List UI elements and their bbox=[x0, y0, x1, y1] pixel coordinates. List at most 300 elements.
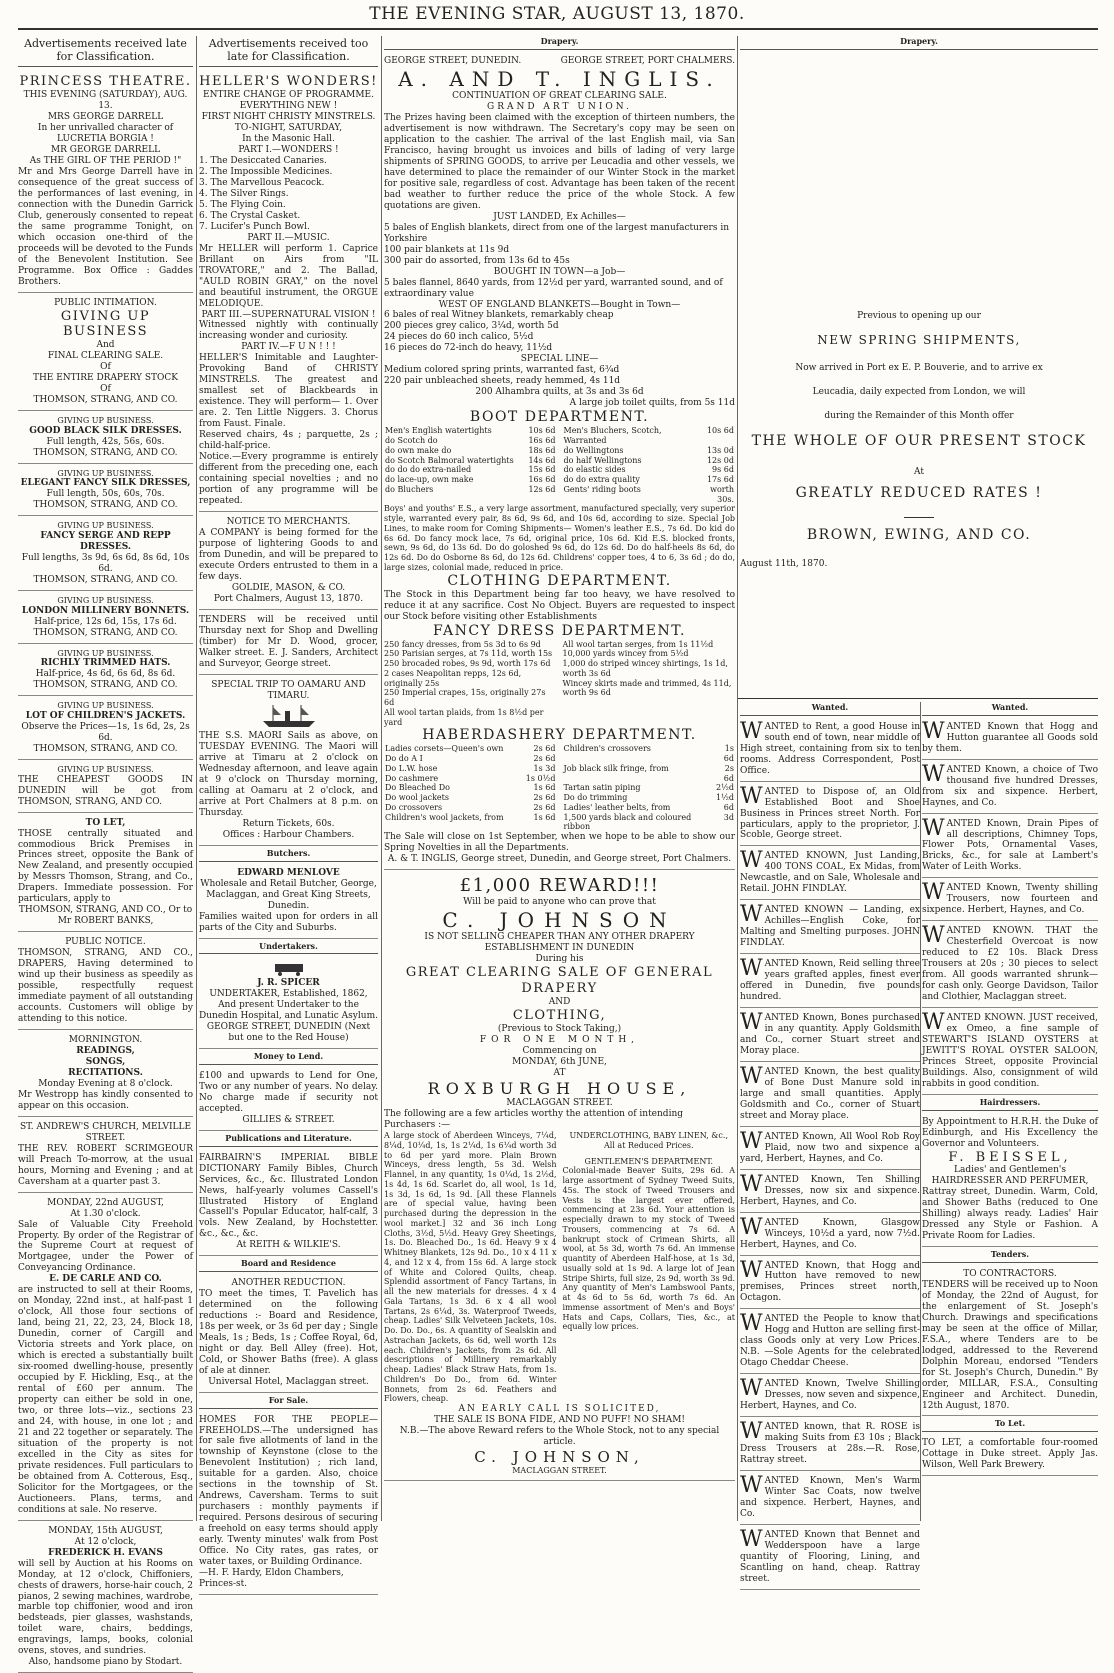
ad-heading: GIVING UP BUSINESS. bbox=[57, 648, 154, 658]
johnson-right-list: Colonial-made Beaver Suits, 29s 6d. A large assortment of Sydney Tweed Suits, 45s. The stock of Tweed Trousers and Vests is the largest ever offered, commencing at 23s 6d. Your attention is especially drawn to my stock of Tweed Trousers, commencing at 7s 6d. A bankrupt stock of Crimean Shirts, all wool, at 5s 3d, worth 7s 6d. An immense quantity of Aberdeen Half-hose, at 1s 3d, usually sold at 1s 9d. A large lot of Jean Stripe Shirts, full size, 2s 9d, worth 3s 9d. Any quantity of Men's Lambswool Pants, at 4s 6d to 5s 6d, worth 7s 6d. An immense assortment of Men's and Boys' Hats and Caps, Collars, Ties, &c., at equally low prices. bbox=[562, 1166, 735, 1332]
price-row bbox=[384, 754, 557, 764]
section-header: Advertisements received late for Classification. bbox=[18, 36, 193, 67]
price-item: Job black silk fringe, from bbox=[563, 763, 669, 773]
street-right: GEORGE STREET, PORT CHALMERS. bbox=[560, 55, 735, 66]
category-header: Butchers. bbox=[199, 848, 378, 862]
price-row bbox=[563, 465, 736, 475]
silk-dresses-ad bbox=[18, 413, 193, 464]
ad-body: TENDERS will be received until Thursday next for Shop and Dwelling (timber) for Mr D. Wood, grocer, Walker street. E. J. Sanders, Architect and Surveyor, George street. bbox=[199, 614, 378, 669]
wanted-ad bbox=[922, 762, 1098, 814]
programme-part: PART III.—SUPERNATURAL VISION ! bbox=[201, 309, 376, 320]
publications-ad bbox=[199, 1150, 378, 1257]
wanted-ad bbox=[740, 1258, 920, 1310]
price-item: Children's crossovers bbox=[563, 744, 651, 754]
ad-body: TO meet the times, T. Pavelich has determined on the following reductions :- Board and Residence, 18s per week, or 3s 6d per day ; Single Meals, 1s ; Beds, 1s ; Coffee Royal, 6d, night or day. Bell Alley (free). Hot, Cold, or Shower Baths (free). A glass of ale at dinner. bbox=[199, 1289, 378, 1376]
ad-line: READINGS, bbox=[76, 1045, 135, 1056]
drop-cap: W bbox=[740, 1419, 763, 1445]
column-1 bbox=[18, 36, 193, 1668]
ad-fare: Return Tickets, 60s. bbox=[242, 819, 335, 830]
ad-line: AN EARLY CALL IS SOLICITED, bbox=[458, 1404, 661, 1415]
wanted-text: ANTED Known, Men's Warm Winter Sac Coats, now twelve and sixpence. Herbert, Haynes, and Co. bbox=[740, 1476, 920, 1519]
price-row bbox=[563, 475, 736, 485]
ad-signature: At REITH & WILKIE'S. bbox=[236, 1240, 341, 1251]
ad-line: RECITATIONS. bbox=[68, 1067, 143, 1078]
ad-title: HELLER'S WONDERS! bbox=[199, 74, 378, 90]
list-item: 1,000 do striped wincey shirtings, 1s 1d, worth 3s 6d bbox=[562, 659, 728, 678]
ad-line: The following are a few articles worthy the attention of intending Purchasers :— bbox=[384, 1109, 683, 1131]
hearse-icon bbox=[269, 962, 309, 976]
wanted-ad bbox=[740, 719, 920, 782]
ad-title: NEW SPRING SHIPMENTS, bbox=[817, 332, 1021, 347]
column-2 bbox=[199, 36, 378, 1590]
public-notice-ad bbox=[18, 934, 193, 1030]
wanted-text: ANTED the People to know that Hogg and Hutton are selling first-class Goods only at very Low Prices. N.B. —Sole Agents for the celebrated Otago Cheddar Cheese. bbox=[740, 1314, 920, 1369]
ad-body: HOMES FOR THE PEOPLE—FREEHOLDS.—The undersigned has for sale five allotments of land in the township of Keynstone (close to the Benevolent Institution) ; rich land, suitable for a garden. Also, choice sections in the township of St. Andrews, Caversham. Terms to suit purchasers : monthly payments if required. Persons desirous of securing a freehold on easy terms should apply early. Twenty minutes' walk from Post Office. No City rates, gas rates, or water taxes, or Building Ordinance. bbox=[199, 1414, 378, 1568]
price-item: Do do trimming bbox=[563, 793, 628, 803]
price-item: do Scotch Balmoral watertights bbox=[385, 455, 514, 465]
boot-right-table bbox=[563, 426, 736, 504]
price-item: do do extra quality bbox=[563, 475, 640, 485]
list-item: Medium colored spring prints, warranted fast, 6¾d bbox=[384, 365, 620, 376]
ad-line: during the Remainder of this Month offer bbox=[824, 410, 1014, 421]
ad-line: IS NOT SELLING CHEAPER THAN ANY OTHER DRAPERY ESTABLISHMENT IN DUNEDIN bbox=[424, 932, 695, 954]
price-item: do Scotch do bbox=[385, 436, 438, 446]
theatre-ad bbox=[18, 71, 193, 292]
price-row bbox=[384, 475, 557, 485]
for-sale-ad bbox=[199, 1412, 378, 1596]
church-ad bbox=[18, 1119, 193, 1193]
ad-title: ROXBURGH HOUSE, bbox=[427, 1078, 692, 1098]
wanted-text: ANTED known, that R. ROSE is making Suits from £3 10s ; Black Dress Trousers at 28s.—R. Rose, Rattray street. bbox=[740, 1422, 920, 1466]
list-heading: WEST OF ENGLAND BLANKETS—Bought in Town— bbox=[438, 299, 681, 310]
ad-line: Commencing on bbox=[522, 1045, 597, 1056]
johnson-left-list: A large stock of Aberdeen Winceys, 7¼d, 8¼d, 10¼d, 1s, 1s 2¼d, 1s 6¼d worth 3d to 6d per yard more. Plain Brown Winceys, dress length, 5s 3d. Welsh Flannel, in any quantity, 1s 0¼d, 1s 2½d, 1s 4d, 1s 6d. Scarlet do, all wool, 1s 1d, 1s 3d, 1s 6d, 1s 9d. [All these Flannels are of special value, having been purchased during the depression in the wool market.] 32 and 36 inch Long Cloths, 3½d, 5½d. Heavy Grey Sheetings, 1s. Do. Bleached Do., 1s 6d. Heavy 9 x 4 Whitney Blankets, 12s 9d. Do., 10 x 4 11 x 4, and 12 x 4, from 15s 6d. A large stock of White and Colored Quilts, cheap. Splendid assortment of Fancy Tartans, in all the new materials for dresses. 4 x 4 Gala Tartans, 1s 3d. 6 x 4 all wool Tartans, 2s 6¼d, 3s. Waterproof Tweeds, cheap. Ladies' Silk Velveteen Jackets, 10s. Do. Do. Do., 6s. A quantity of Sealskin and Astrachan Jackets, 6s 6d, well worth 12s each. Children's Jackets, from 2s 6d. All descriptions of Millinery remarkably cheap. Ladies' Black Straw Hats, from 1s. Children's Do Do., from 6d. Winter Bonnets, from 2s 6d. Feathers and Flowers, cheap. bbox=[384, 1131, 557, 1404]
ad-detail: Observe the Prices—1s, 1s 6d, 2s, 2s 6d. bbox=[21, 722, 190, 743]
price-row bbox=[563, 426, 736, 446]
theatre-line: As THE GIRL OF THE PERIOD !" bbox=[29, 155, 182, 166]
drop-cap: W bbox=[740, 1526, 763, 1552]
category-header: Board and Residence bbox=[199, 1258, 378, 1272]
price-row bbox=[384, 446, 557, 456]
reward-title: £1,000 REWARD!!! bbox=[459, 875, 660, 897]
theatre-body: Mr and Mrs George Darrell have in consequence of the great success of the performances of last evening, in connection with the Dunedin Garrick Club, generously consented to repeat the same programme Tonight, on which occasion one-third of the proceeds will be devoted to the Funds of the Benevolent Institution. See Programme. Box Office : Gaddes Brothers. bbox=[18, 166, 193, 287]
drop-cap: W bbox=[740, 1311, 763, 1337]
drop-cap: W bbox=[922, 923, 945, 949]
list-item: 250 Parisian serges, at 7s 11d, worth 15s bbox=[384, 649, 553, 659]
ad-title: GREATLY REDUCED RATES ! bbox=[795, 484, 1043, 501]
ad-note: Families waited upon for orders in all parts of the City and Suburbs. bbox=[199, 911, 378, 933]
ad-time: At 1.30 o'clock. bbox=[70, 1208, 141, 1219]
wanted-ad bbox=[740, 1473, 920, 1525]
price-item: do Wellingtons bbox=[563, 445, 624, 455]
drop-cap: W bbox=[922, 880, 945, 906]
ad-title: GIVING UP BUSINESS bbox=[60, 308, 151, 340]
category-header: Wanted. bbox=[740, 702, 920, 716]
theatre-line: MRS GEORGE DARRELL bbox=[47, 112, 164, 123]
ad-rule bbox=[740, 517, 1098, 518]
price-value: 16s 6d bbox=[528, 475, 556, 485]
ad-title: FANCY SERGE AND REPP DRESSES. bbox=[40, 531, 171, 553]
column-divider bbox=[737, 36, 738, 1521]
auctioneer-name: E. DE CARLE AND CO. bbox=[49, 1274, 162, 1285]
list-item: Wincey skirts made and trimmed, 4s 11d, worth 9s 6d bbox=[562, 678, 732, 698]
ad-line: THE ENTIRE DRAPERY STOCK bbox=[32, 373, 179, 384]
wanted-list bbox=[740, 719, 920, 1590]
price-row bbox=[384, 774, 557, 784]
ad-heading: GIVING UP BUSINESS. bbox=[57, 416, 154, 426]
price-value: 6d bbox=[723, 802, 734, 812]
money-ad bbox=[199, 1068, 378, 1131]
ad-title: GREAT CLEARING SALE OF GENERAL DRAPERY bbox=[405, 965, 714, 997]
price-row bbox=[563, 803, 736, 813]
price-row bbox=[563, 456, 736, 466]
ad-line: FOR ONE MONTH, bbox=[479, 1034, 640, 1045]
ad-body: THE REV. ROBERT SCRIMGEOUR will Preach To-morrow, at the usual hours, Morning and Evening ; and at Caversham at a quarter past 3. bbox=[18, 1143, 193, 1187]
ad-line: TO-NIGHT, SATURDAY, bbox=[234, 123, 343, 134]
ad-line: At bbox=[914, 466, 924, 477]
johnson-ad bbox=[384, 872, 735, 1481]
list-heading: GENTLEMEN'S DEPARTMENT. bbox=[584, 1156, 714, 1166]
jackets-ad bbox=[18, 698, 193, 760]
price-item: do lace-up, own make bbox=[385, 475, 474, 485]
column-divider bbox=[920, 702, 921, 1521]
ad-heading: GIVING UP BUSINESS. bbox=[57, 468, 154, 478]
price-item: Men's Bluchers, Scotch, Warranted bbox=[563, 426, 662, 446]
ad-heading: GIVING UP BUSINESS. bbox=[57, 595, 154, 605]
firm-name: BROWN, EWING, AND CO. bbox=[806, 526, 1032, 543]
list-item: 2 cases Neapolitan repps, 12s 6d, originally 25s bbox=[384, 668, 522, 688]
ad-body: Wholesale and Retail Butcher, George, Maclaggan, and Great King Streets, Dunedin. bbox=[200, 878, 377, 911]
programme-prices: Reserved chairs, 4s ; parquette, 2s ; child-half-price. bbox=[199, 430, 378, 452]
ad-body: TENDERS will be received up to Noon of Monday, the 22nd of August, for the enlargement of St. Joseph's Church. Drawings and specifications may be seen at the office of Millar, F.S.A., where Tenders are to be lodged, addressed to the Reverend Dolphin Moreau, endorsed "Tenders for St. Joseph's Church, Dunedin." By order, MILLAR, F.S.A., Consulting Engineer and Architect. Dunedin, 12th August, 1870. bbox=[922, 1279, 1098, 1411]
programme-part: PART II.—MUSIC. bbox=[247, 232, 330, 243]
list-item: 24 pieces do 60 inch calico, 5½d bbox=[384, 332, 534, 343]
list-item: 5 bales flannel, 8640 yards, from 12½d per yard, warranted sound, and of extraordinary value bbox=[384, 277, 723, 299]
drop-cap: W bbox=[740, 1257, 763, 1283]
price-row bbox=[563, 744, 736, 764]
undertaker-ad bbox=[199, 957, 378, 1049]
list-item: 300 pair do assorted, from 13s 6d to 45s bbox=[384, 255, 570, 266]
drop-cap: W bbox=[740, 1010, 763, 1036]
column-4-drapery bbox=[740, 36, 1098, 698]
ad-body: Sale of Valuable City Freehold Property. By order of the Registrar of the Supreme Court at request of Mortgagee, under the Power of Conveyancing Ordinance. bbox=[18, 1219, 193, 1274]
price-value: 10s 6d bbox=[528, 426, 556, 436]
wanted-text: ANTED Known, Ten Shilling Dresses, now six and sixpence. Herbert, Haynes, and Co. bbox=[740, 1174, 920, 1207]
wanted-column-left bbox=[740, 702, 920, 1584]
firm-name: THOMSON, STRANG, AND CO. bbox=[33, 575, 178, 586]
price-row bbox=[384, 485, 557, 495]
price-item: do do do extra-nailed bbox=[385, 465, 472, 475]
price-row bbox=[563, 446, 736, 456]
wanted-ad bbox=[740, 1311, 920, 1374]
ad-line: AND bbox=[548, 997, 571, 1008]
price-value: 14s 6d bbox=[528, 455, 556, 465]
ad-body: TO LET, a comfortable four-roomed Cottage in Duke street. Apply Jas. Wilson, Well Park Brewery. bbox=[922, 1438, 1098, 1471]
boot-table bbox=[384, 426, 735, 504]
ad-line: FINAL CLEARING SALE. bbox=[47, 351, 164, 362]
category-header: To Let. bbox=[922, 1418, 1098, 1432]
to-let-ad bbox=[18, 815, 193, 933]
ad-title: SPECIAL TRIP TO OAMARU AND TIMARU. bbox=[211, 679, 366, 701]
list-item: 250 Imperial crapes, 15s, originally 27s 6d bbox=[384, 688, 546, 708]
ad-body: FAIRBAIRN'S IMPERIAL BIBLE DICTIONARY Family Bibles, Church Services, &c., &c. Illustrated London News, half-yearly volumes Cassell's Illustrated History of England Cassell's Popular Educator, half-calf, 3 vols. New Zealand, by Hochstetter. &c., &c., &c. bbox=[199, 1152, 378, 1240]
programme-item: 5. The Flying Coin. bbox=[199, 199, 286, 210]
ad-line: MACLAGGAN STREET. bbox=[506, 1098, 613, 1109]
ad-date: MONDAY, 15th AUGUST, bbox=[48, 1525, 163, 1536]
wanted-text: ANTED Known, All Wool Rob Roy Plaid, now two and sixpence a yard, Herbert, Haynes, and Co. bbox=[740, 1131, 920, 1164]
ad-line: (Previous to Stock Taking,) bbox=[497, 1023, 622, 1034]
wanted-ad bbox=[740, 1527, 920, 1590]
boot-note: Boys' and youths' E.S., a very large assortment, manufactured specially, very superior style, warranted every pair, 8s 6d, 9s 6d, and 10s 6d, according to size. Special Job Lines, to make room for Coming Shipments— Women's leather E.S., 7s 6d. Do kid do 6s 6d. Do fancy mock lace, 7s 6d, original price, 10s 6d. Kid E.S. blocked fronts, sewn, 9s 6d, do 13s 6d. Do do goloshed 9s 6d, do 12s 6d. Do do half-heels 8s 6d, do 12s 6d. Do do Osborne 8s 6d, do 12s 6d. Childrens' copper toes, 4 to 6, 3s 6d ; do do, large sizes, colonial made, reduced in price. bbox=[384, 504, 735, 572]
ad-body: UNDERTAKER, Established, 1862, And present Undertaker to the Dunedin Hospital, and Lunatic Asylum. GEORGE STREET, DUNEDIN (Next but one to the Red House) bbox=[199, 989, 378, 1044]
price-value: 2s 6d bbox=[533, 802, 556, 812]
ad-time: At 12 o'clock, bbox=[74, 1536, 137, 1547]
ad-detail: Monday Evening at 8 o'clock. bbox=[38, 1078, 173, 1089]
drop-cap: W bbox=[740, 1473, 763, 1498]
ad-title: CLOTHING, bbox=[512, 1007, 607, 1023]
department-body: The Stock in this Department being far too heavy, we have resolved to reduce it at any sacrifice. Cost No Object. Buyers are requested to inspect our Stock before visiting other Establishments bbox=[384, 589, 735, 622]
category-header: Hairdressers. bbox=[922, 1097, 1098, 1111]
price-value: worth 30s. bbox=[710, 484, 734, 504]
list-item: 100 pair blankets at 11s 9d bbox=[384, 244, 510, 255]
ad-title: GOOD BLACK SILK DRESSES. bbox=[29, 425, 182, 436]
price-row bbox=[384, 783, 557, 793]
ad-title: ANOTHER REDUCTION. bbox=[231, 1278, 346, 1289]
fancy-table bbox=[384, 640, 735, 728]
theatre-line: In her unrivalled character of bbox=[37, 123, 174, 134]
wanted-ad bbox=[740, 784, 920, 847]
hairdresser-ad bbox=[922, 1114, 1098, 1248]
section-rule bbox=[738, 698, 1098, 699]
drop-cap: W bbox=[922, 761, 945, 787]
firm-name: C. JOHNSON bbox=[442, 908, 677, 932]
wanted-ad bbox=[922, 719, 1098, 760]
ad-subtitle: GRAND ART UNION. bbox=[487, 102, 632, 113]
price-item: Ladies' leather belts, from bbox=[563, 802, 671, 812]
firm-name: THOMSON, STRANG, AND CO. bbox=[33, 447, 178, 458]
wanted-text: ANTED Known, Reid selling three years grafted apples, finest ever offered in Dunedin, five pounds hundred. bbox=[740, 959, 920, 1003]
programme-part: PART I.—WONDERS ! bbox=[238, 144, 339, 155]
section-header: Advertisements received too late for Classification. bbox=[199, 36, 378, 67]
masthead-rule bbox=[18, 28, 1098, 30]
theatre-line: LUCRETIA BORGIA ! bbox=[57, 134, 154, 145]
ad-signature: Universal Hotel, Maclaggan street. bbox=[208, 1376, 369, 1387]
ad-body: Rattray street, Dunedin. Warm, Cold, and Shower Baths (reduced to One Shilling) always ready. Ladies' Hair Dressed any Style or Fashion. A Private Room for Ladies. bbox=[922, 1187, 1098, 1242]
price-item: Do do A I bbox=[385, 754, 423, 764]
price-item: Do cashmere bbox=[385, 773, 439, 783]
mornington-ad bbox=[18, 1032, 193, 1117]
ad-line: MACLAGGAN STREET. bbox=[512, 1466, 607, 1476]
auctioneer-name: FREDERICK H. EVANS bbox=[48, 1547, 163, 1558]
drop-cap: W bbox=[740, 848, 763, 874]
ad-title: NOTICE TO MERCHANTS. bbox=[226, 516, 351, 527]
wanted-ad bbox=[740, 1064, 920, 1127]
wanted-ad bbox=[922, 816, 1098, 879]
ad-body: The Prizes having been claimed with the exception of thirteen numbers, the advertisement is now withdrawn. The Secretary's copy may be seen on application to the cashier. The arrival of the last English mail, via San Francisco, having brought us invoices and bills of lading of very large shipments of SPRING GOODS, to arrive per Leucadia and other vessels, we have determined to place the remainder of our Winter Stock in the market for positive sale, regardless of cost. Advantage has been taken of the recent bad weather to further reduce the price of the whole Stock. A few quotations are given. bbox=[384, 113, 735, 211]
property-sale-ad bbox=[18, 1195, 193, 1521]
drop-cap: W bbox=[740, 902, 763, 928]
street-row bbox=[384, 56, 735, 67]
ad-note: Also, handsome piano by Stodart. bbox=[28, 1657, 183, 1668]
drop-cap: W bbox=[922, 718, 945, 744]
programme-item: 6. The Crystal Casket. bbox=[199, 210, 301, 221]
ad-line: SONGS, bbox=[85, 1056, 126, 1067]
category-header: Drapery. bbox=[384, 36, 735, 50]
ad-line: Leucadia, daily expected from London, we will bbox=[812, 386, 1026, 397]
drop-cap: W bbox=[740, 718, 763, 744]
category-header: Publications and Literature. bbox=[199, 1133, 378, 1147]
ad-subtitle: CONTINUATION OF GREAT CLEARING SALE. bbox=[452, 91, 667, 102]
programme-notice: Notice.—Every programme is entirely different from the preceding one, each containing special novelties ; and no portion of any programme will be repeated. bbox=[199, 452, 378, 506]
masthead-title: THE EVENING STAR, AUGUST 13, 1870. bbox=[369, 4, 745, 24]
ad-date: MONDAY, 22nd AUGUST, bbox=[47, 1197, 164, 1208]
drop-cap: W bbox=[740, 1063, 763, 1089]
ad-signature: A. & T. INGLIS, George street, Dunedin, and George street, Port Chalmers. bbox=[387, 854, 732, 865]
price-value: 2½d bbox=[716, 783, 734, 793]
price-item: do elastic sides bbox=[563, 465, 626, 475]
ad-line: Of bbox=[100, 384, 111, 395]
wanted-text: ANTED KNOWN — Landing, ex Achilles—English Coke, for Malting and Smelting purposes. JOHN FINDLAY. bbox=[740, 905, 920, 949]
price-row bbox=[563, 793, 736, 803]
ad-offices: Offices : Harbour Chambers. bbox=[222, 830, 355, 841]
haber-left-table bbox=[384, 744, 557, 822]
programme-item: 3. The Marvellous Peacock. bbox=[199, 177, 325, 188]
price-value: 3d bbox=[723, 812, 734, 822]
johnson-lists bbox=[384, 1131, 735, 1404]
ad-body: are instructed to sell at their Rooms, on Monday, 22nd inst., at half-past 1 o'clock, All those four sections of land, being 21, 22, 23, 24, Block 18, Dunedin, corner of Cargill and Victoria streets and York place, on which is erected a substantially built six-roomed dwelling-house, presently occupied by F. Hickling, Esq., at the rental of £60 per annum. The property can either be sold in one, two, or three lots—viz., sections 23 and 24, with house, in one lot ; and 21 and 22 together or separately. The situation of the property is not excelled in the City as sites for private residences. Full particulars to be obtained from A. Cotterous, Esq., Solicitor for the Mortgagees, or the Auctioneers. Plans, terms, and conditions at sale. No reserve. bbox=[18, 1285, 193, 1515]
oamaru-ad bbox=[199, 677, 378, 847]
list-item: 250 brocaded robes, 9s 9d, worth 17s 6d bbox=[384, 659, 551, 669]
price-item: Ladies corsets—Queen's own bbox=[385, 744, 504, 754]
department-title: HABERDASHERY DEPARTMENT. bbox=[422, 727, 697, 744]
ad-title: TO CONTRACTORS. bbox=[963, 1268, 1057, 1279]
ad-title: MORNINGTON. bbox=[68, 1035, 143, 1046]
ad-detail: Full length, 42s, 56s, 60s. bbox=[46, 436, 165, 447]
list-heading: UNDERCLOTHING, BABY LINEN, &c., bbox=[569, 1131, 728, 1141]
programme-item: 2. The Impossible Medicines. bbox=[199, 166, 333, 177]
ad-line: And bbox=[96, 340, 115, 351]
programme-item: 7. Lucifer's Punch Bowl. bbox=[199, 221, 310, 232]
category-header: Undertakers. bbox=[199, 941, 378, 955]
department-title: FANCY DRESS DEPARTMENT. bbox=[433, 622, 686, 639]
ad-line: EVERYTHING NEW ! bbox=[239, 101, 338, 112]
cheapest-ad bbox=[18, 762, 193, 813]
price-item: Gents' riding boots bbox=[563, 484, 641, 494]
price-value: 12s 0d bbox=[706, 455, 734, 465]
wanted-text: ANTED Known that Bennet and Wedderspoon have a large quantity of Flooring, Lining, and Scantling on hand, cheap. Rattray street. bbox=[740, 1529, 920, 1584]
price-row bbox=[384, 803, 557, 813]
drop-cap: W bbox=[740, 956, 763, 982]
wanted-ad bbox=[740, 1129, 920, 1170]
programme-body: HELLER'S Inimitable and Laughter-Provoking Band of CHRISTY MINSTRELS. The greatest and smallest set of Blackbeards in existence. They will perform— 1. Over are. 2. Ten Little Niggers. 3. Chorus from Faust. Finale. bbox=[199, 353, 378, 430]
wanted-text: ANTED Known, Twelve Shilling Dresses, now seven and sixpence, Herbert, Haynes, and Co. bbox=[740, 1379, 920, 1412]
ad-detail: Half-price, 4s 6d, 6s 6d, 8s 6d. bbox=[35, 669, 176, 680]
wanted-text: ANTED Known, the best quality of Bone Dust Manure sold in large and small quantities. Apply Goldsmith and Co., corner of Stuart street and Moray place. bbox=[740, 1066, 920, 1121]
list-item: All wool tartan plaids, from 1s 8½d per yard bbox=[384, 707, 544, 727]
price-item: 1,500 yards black and coloured ribbon bbox=[563, 812, 692, 832]
programme-body: Witnessed nightly with continually increasing wonder and curiosity. bbox=[199, 320, 378, 342]
list-item: 200 pieces grey calico, 3¼d, worth 5d bbox=[384, 321, 559, 332]
wanted-ad bbox=[740, 1215, 920, 1256]
wanted-text: ANTED KNOWN. JUST received, ex Omeo, a fine sample of STEWART'S ISLAND OYSTERS at JEWITT'S ROYAL OYSTER SALOON, Princes Street, opposite Provincial Buildings. Also, consignment of wild rabbits in good condition. bbox=[922, 1013, 1098, 1089]
ad-line: Will be paid to anyone who can prove that bbox=[463, 897, 656, 908]
price-value: 2s 6d bbox=[533, 744, 556, 754]
ad-title: LONDON MILLINERY BONNETS. bbox=[21, 605, 190, 616]
brown-ewing-ad bbox=[740, 53, 1098, 693]
wanted-text: ANTED Known, Twenty shilling Trousers, now fourteen and sixpence. Herbert, Haynes, and Co. bbox=[922, 883, 1098, 916]
price-value: 1s 3d bbox=[533, 763, 556, 773]
category-header: Tenders. bbox=[922, 1249, 1098, 1263]
ad-body: THOMSON, STRANG, AND CO., DRAPERS, Having determined to wind up their business as speedily as possible, respectfully request immediate payment of all outstanding accounts. Customers will oblige by attending to this notice. bbox=[18, 948, 193, 1025]
ad-line: FIRST NIGHT CHRISTY MINSTRELS. bbox=[201, 112, 376, 123]
giving-up-ad bbox=[18, 295, 193, 412]
ad-body: A COMPANY is being formed for the purpose of lightering Goods to and from Dunedin, and will be prepared to execute Orders entrusted to them in a few days. bbox=[199, 527, 378, 582]
price-row bbox=[384, 456, 557, 466]
list-item: 16 pieces do 72-inch do heavy, 11½d bbox=[384, 343, 553, 354]
steamship-icon bbox=[259, 703, 319, 729]
price-item: do own make do bbox=[385, 445, 452, 455]
ad-body: £100 and upwards to Lend for One, Two or any number of years. No delay. No charge made if security not accepted. bbox=[199, 1071, 378, 1114]
wanted-text: ANTED Known, a choice of Two thousand five hundred Dresses, from six and sixpence. Herbert, Haynes, and Co. bbox=[922, 764, 1098, 808]
firm-name: A. AND T. INGLIS. bbox=[398, 66, 721, 91]
bonnets-ad bbox=[18, 593, 193, 644]
list-item: 220 pair unbleached sheets, ready hemmed, 4s 11d bbox=[384, 376, 621, 387]
ad-detail: Full length, 50s, 60s, 70s. bbox=[46, 489, 165, 500]
list-heading: JUST LANDED, Ex Achilles— bbox=[493, 211, 626, 222]
ad-detail: Half-price, 12s 6d, 15s, 17s 6d. bbox=[34, 616, 177, 627]
ad-line: In the Masonic Hall. bbox=[242, 134, 335, 145]
wanted-ad bbox=[740, 1376, 920, 1417]
price-value: 9s 6d bbox=[712, 465, 734, 475]
merchants-ad bbox=[199, 514, 378, 610]
ad-title: TO LET, bbox=[85, 817, 126, 828]
column-divider bbox=[381, 36, 382, 1521]
street-left: GEORGE STREET, DUNEDIN. bbox=[384, 55, 522, 66]
ad-title: PUBLIC NOTICE. bbox=[65, 937, 146, 948]
ad-heading: PUBLIC INTIMATION. bbox=[54, 297, 157, 308]
price-value: 17s 6d bbox=[706, 475, 734, 485]
ad-signature: GOLDIE, MASON, & CO. bbox=[231, 582, 346, 593]
ad-title: ST. ANDREW'S CHURCH, MELVILLE STREET. bbox=[19, 1121, 192, 1143]
ad-body: By Appointment to H.R.H. the Duke of Edinburgh, and His Excellency the Governor and Volunteers. bbox=[922, 1116, 1098, 1149]
wanted-list bbox=[922, 719, 1098, 1095]
board-ad bbox=[199, 1275, 378, 1393]
firm-name: THOMSON, STRANG, AND CO. bbox=[33, 743, 178, 754]
serge-ad bbox=[18, 518, 193, 591]
list-subheading: All at Reduced Prices. bbox=[603, 1140, 694, 1150]
ad-title: J. R. SPICER bbox=[257, 978, 320, 989]
ad-signature: THOMSON, STRANG, AND CO., Or to Mr ROBERT BANKS, bbox=[18, 905, 193, 927]
list-item: 6 bales of real Witney blankets, remarkably cheap bbox=[384, 310, 614, 321]
ad-place: Port Chalmers, August 13, 1870. bbox=[213, 593, 364, 604]
inglis-ad bbox=[384, 53, 735, 870]
price-value: 15s 6d bbox=[528, 465, 556, 475]
wanted-column-right bbox=[922, 702, 1098, 1521]
ad-heading: GIVING UP BUSINESS. bbox=[57, 521, 154, 531]
ad-line: Previous to opening up our bbox=[857, 310, 981, 321]
ad-signature: —H. F. Hardy, Eldon Chambers, Princes-st. bbox=[199, 1568, 344, 1590]
wanted-ad bbox=[740, 1419, 920, 1471]
wanted-text: ANTED Known, Bones purchased in any quantity. Apply Goldsmith and Co., corner Stuart street and Moray place. bbox=[740, 1013, 920, 1056]
price-value: 1s 6d bbox=[533, 812, 556, 822]
ad-heading: GIVING UP BUSINESS. bbox=[57, 701, 154, 711]
drop-cap: W bbox=[740, 1214, 763, 1240]
price-value: 1½d bbox=[716, 793, 734, 803]
tenders-ad bbox=[199, 612, 378, 675]
price-value: 1s 6d bbox=[533, 783, 556, 793]
wanted-ad bbox=[740, 1172, 920, 1213]
department-title: CLOTHING DEPARTMENT. bbox=[447, 572, 672, 589]
